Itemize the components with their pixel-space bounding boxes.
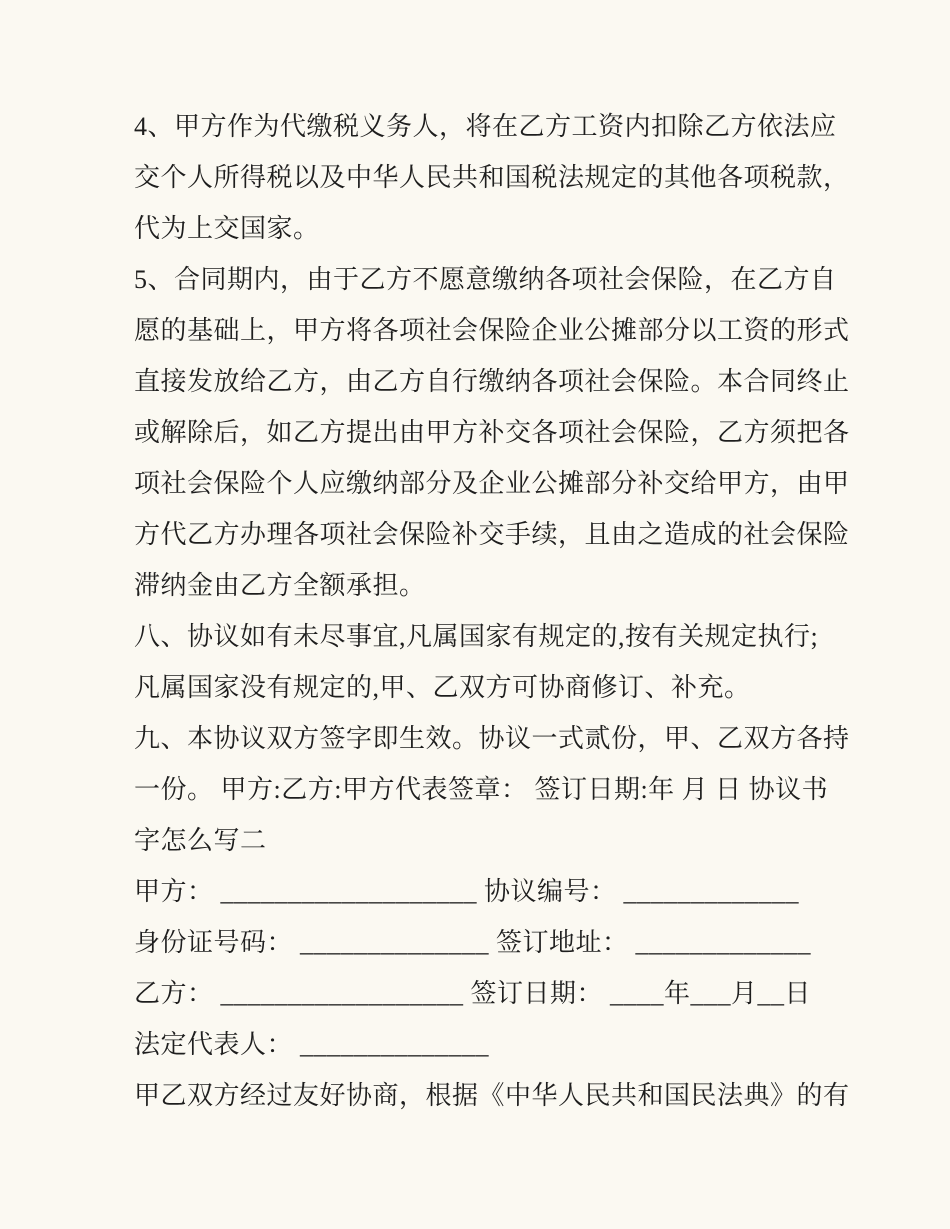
document-form-line-id-number: 身份证号码： ______________ 签订地址： _____________ — [134, 928, 812, 957]
document-form-line-legal-representative: 法定代表人： ______________ — [134, 1030, 490, 1059]
document-form-line-party-a: 甲方： ___________________ 协议编号： _____________ — [134, 877, 800, 906]
document-line: 交个人所得税以及中华人民共和国税法规定的其他各项税款， — [134, 163, 850, 192]
document-line: 直接发放给乙方，由乙方自行缴纳各项社会保险。本合同终止 — [134, 367, 850, 396]
document-form-line-party-b: 乙方： __________________ 签订日期： ____年___月__日 — [134, 979, 812, 1008]
document-line: 方代乙方办理各项社会保险补交手续，且由之造成的社会保险 — [134, 520, 850, 549]
document-line: 或解除后，如乙方提出由甲方补交各项社会保险，乙方须把各 — [134, 418, 850, 447]
document-line: 九、本协议双方签字即生效。协议一式贰份，甲、乙双方各持 — [134, 724, 850, 753]
document-line: 5、合同期内，由于乙方不愿意缴纳各项社会保险，在乙方自 — [134, 265, 837, 294]
document-line: 字怎么写二 — [134, 826, 267, 855]
document-line: 代为上交国家。 — [134, 214, 320, 243]
document-line: 一份。 甲方:乙方:甲方代表签章： 签订日期:年 月 日 协议书 — [134, 775, 829, 804]
document-line: 项社会保险个人应缴纳部分及企业公摊部分补交给甲方，由甲 — [134, 469, 850, 498]
document-line: 4、甲方作为代缴税义务人，将在乙方工资内扣除乙方依法应 — [134, 112, 837, 141]
document-line: 甲乙双方经过友好协商，根据《中华人民共和国民法典》的有 — [134, 1081, 850, 1110]
document-line: 八、协议如有未尽事宜,凡属国家有规定的,按有关规定执行; — [134, 622, 819, 651]
document-line: 凡属国家没有规定的,甲、乙双方可协商修订、补充。 — [134, 673, 751, 702]
document-line: 愿的基础上，甲方将各项社会保险企业公摊部分以工资的形式 — [134, 316, 850, 345]
document-line: 滞纳金由乙方全额承担。 — [134, 571, 426, 600]
